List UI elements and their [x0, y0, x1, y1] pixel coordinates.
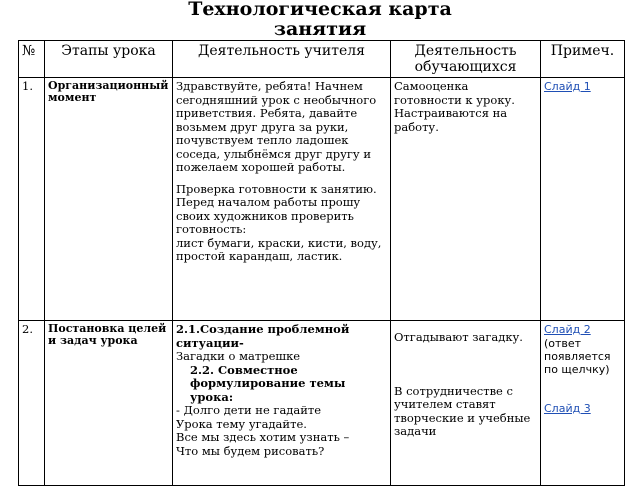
- teacher-verse-1: - Долго дети не гадайте: [176, 403, 322, 417]
- row-num: 2.: [19, 321, 45, 486]
- row-stage: Организационный момент: [45, 78, 173, 321]
- row-students: [391, 321, 541, 486]
- row-stage: Постановка целей и задач урока: [45, 321, 173, 486]
- students-riddle: Отгадывают загадку.: [394, 330, 523, 344]
- row-notes: [541, 321, 625, 486]
- teacher-topic-heading: 2.2. Совместное формулирование темы урока:: [190, 362, 346, 404]
- table-header-row: [19, 41, 625, 78]
- slide-1-link[interactable]: Слайд 1: [544, 80, 591, 93]
- header-students: Деятельность обучающихся: [391, 41, 541, 78]
- teacher-verse-4: Что мы будем рисовать?: [176, 443, 325, 458]
- table-row: [19, 321, 625, 486]
- teacher-check: Перед началом работы прошу своих художников проверить готовность:: [176, 195, 361, 236]
- row-teacher: [173, 321, 391, 486]
- row-teacher: [173, 78, 391, 321]
- row-num: 1.: [19, 78, 45, 321]
- lesson-plan-table: [18, 40, 625, 486]
- table-row: [19, 78, 625, 321]
- teacher-verse-2: Урока тему угадайте.: [176, 416, 307, 431]
- header-teacher: Деятельность учителя: [173, 41, 391, 78]
- header-num: №: [19, 41, 45, 78]
- title-line-2: занятия: [273, 18, 367, 40]
- teacher-materials: лист бумаги, краски, кисти, воду, простой карандаш, ластик.: [176, 235, 382, 263]
- teacher-readiness: Проверка готовности к занятию.: [176, 181, 377, 196]
- row-students: Самооценка готовности к уроку. Настраиваются на работу.: [391, 78, 541, 321]
- students-tasks: В сотрудничестве с учителем ставят творческие и учебные задачи: [394, 383, 531, 438]
- teacher-verse-3: Все мы здесь хотим узнать –: [176, 430, 350, 444]
- header-stages: Этапы урока: [45, 41, 173, 78]
- teacher-problem-heading: 2.1.Создание проблемной ситуации-: [176, 322, 350, 350]
- slide-2-note: (ответ появляется по щелчку): [544, 336, 611, 376]
- header-notes: Примеч.: [541, 41, 625, 78]
- slide-2-link[interactable]: Слайд 2: [544, 323, 591, 336]
- teacher-riddles: Загадки о матрешке: [176, 349, 301, 363]
- slide-3-link[interactable]: Слайд 3: [544, 401, 591, 415]
- teacher-greeting: Здравствуйте, ребята! Начнем сегодняшний урок с необычного приветствия. Ребята, давайте возьмем друг друга за руки, почувствуем тепло ладошек соседа, улыбнёмся друг другу и пожелаем хорошей работы.: [176, 79, 377, 174]
- page-title: [0, 0, 640, 42]
- row-notes: [541, 78, 625, 321]
- title-line-1: Технологическая карта: [188, 0, 452, 20]
